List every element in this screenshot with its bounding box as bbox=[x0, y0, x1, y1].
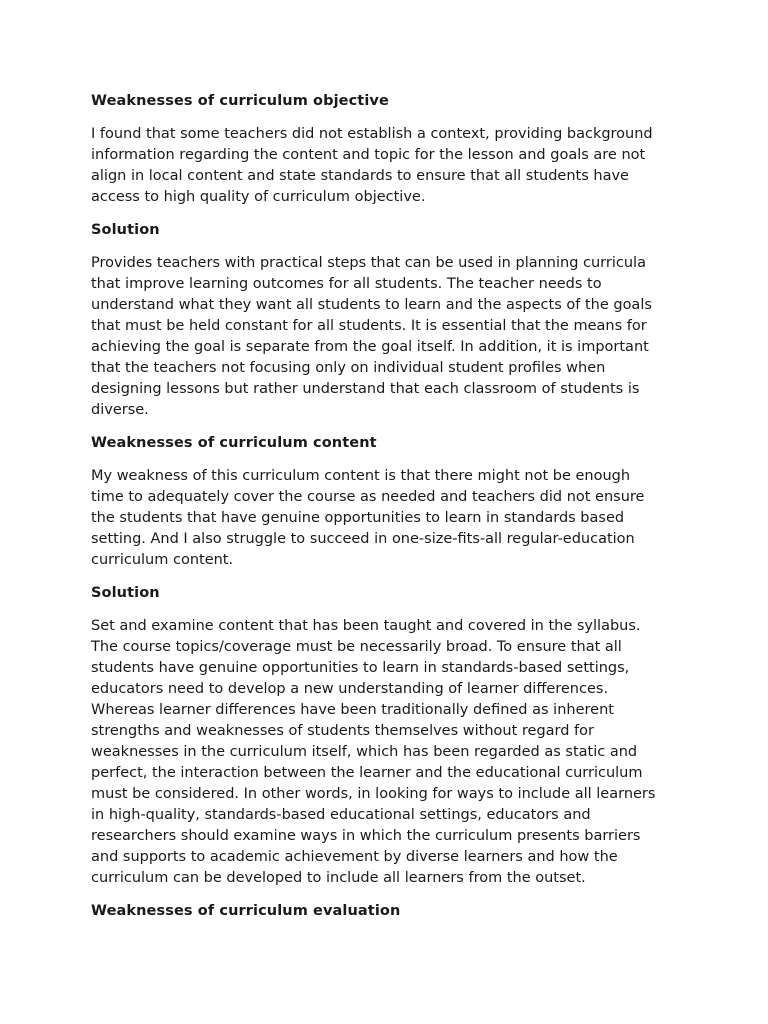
text-line: that improve learning outcomes for all students. The teacher needs to bbox=[91, 276, 602, 292]
section-heading-objective: Weaknesses of curriculum objective bbox=[91, 93, 389, 109]
text-line: that the teachers not focusing only on individual student profiles when bbox=[91, 360, 606, 376]
section-paragraph-objective bbox=[91, 124, 691, 208]
text-line: weaknesses in the curriculum itself, which has been regarded as static and bbox=[91, 744, 638, 760]
text-line: designing lessons but rather understand that each classroom of students is bbox=[91, 381, 640, 397]
document-page bbox=[91, 91, 691, 934]
text-line: information regarding the content and topic for the lesson and goals are not bbox=[91, 147, 646, 163]
text-line: I found that some teachers did not establish a context, providing background bbox=[91, 126, 653, 142]
text-line: understand what they want all students to learn and the aspects of the goals bbox=[91, 297, 652, 313]
text-line: Set and examine content that has been taught and covered in the syllabus. bbox=[91, 618, 641, 634]
text-line: strengths and weaknesses of students themselves without regard for bbox=[91, 723, 594, 739]
text-line: curriculum content. bbox=[91, 552, 234, 568]
text-line: and supports to academic achievement by diverse learners and how the bbox=[91, 849, 618, 865]
text-line: educators need to develop a new understanding of learner differences. bbox=[91, 681, 609, 697]
section-heading-solution-1: Solution bbox=[91, 222, 160, 238]
text-line: My weakness of this curriculum content is that there might not be enough bbox=[91, 468, 631, 484]
text-line: the students that have genuine opportunities to learn in standards based bbox=[91, 510, 625, 526]
text-line: diverse. bbox=[91, 402, 149, 418]
text-line: achieving the goal is separate from the goal itself. In addition, it is important bbox=[91, 339, 649, 355]
text-line: researchers should examine ways in which the curriculum presents barriers bbox=[91, 828, 641, 844]
text-line: align in local content and state standards to ensure that all students have bbox=[91, 168, 629, 184]
text-line: setting. And I also struggle to succeed in one-size-fits-all regular-education bbox=[91, 531, 635, 547]
section-paragraph-content bbox=[91, 466, 691, 571]
text-line: Whereas learner differences have been traditionally defined as inherent bbox=[91, 702, 614, 718]
section-paragraph-solution-2 bbox=[91, 616, 691, 889]
text-line: perfect, the interaction between the learner and the educational curriculum bbox=[91, 765, 643, 781]
section-heading-evaluation: Weaknesses of curriculum evaluation bbox=[91, 903, 401, 919]
text-line: in high-quality, standards-based educational settings, educators and bbox=[91, 807, 591, 823]
text-line: access to high quality of curriculum objective. bbox=[91, 189, 426, 205]
text-line: The course topics/coverage must be necessarily broad. To ensure that all bbox=[91, 639, 622, 655]
text-line: that must be held constant for all students. It is essential that the means for bbox=[91, 318, 647, 334]
text-line: students have genuine opportunities to learn in standards-based settings, bbox=[91, 660, 630, 676]
section-paragraph-solution-1 bbox=[91, 253, 691, 421]
section-heading-solution-2: Solution bbox=[91, 585, 160, 601]
text-line: Provides teachers with practical steps that can be used in planning curricula bbox=[91, 255, 646, 271]
text-line: curriculum can be developed to include all learners from the outset. bbox=[91, 870, 586, 886]
section-heading-content: Weaknesses of curriculum content bbox=[91, 435, 377, 451]
text-line: time to adequately cover the course as needed and teachers did not ensure bbox=[91, 489, 645, 505]
text-line: must be considered. In other words, in looking for ways to include all learners bbox=[91, 786, 656, 802]
